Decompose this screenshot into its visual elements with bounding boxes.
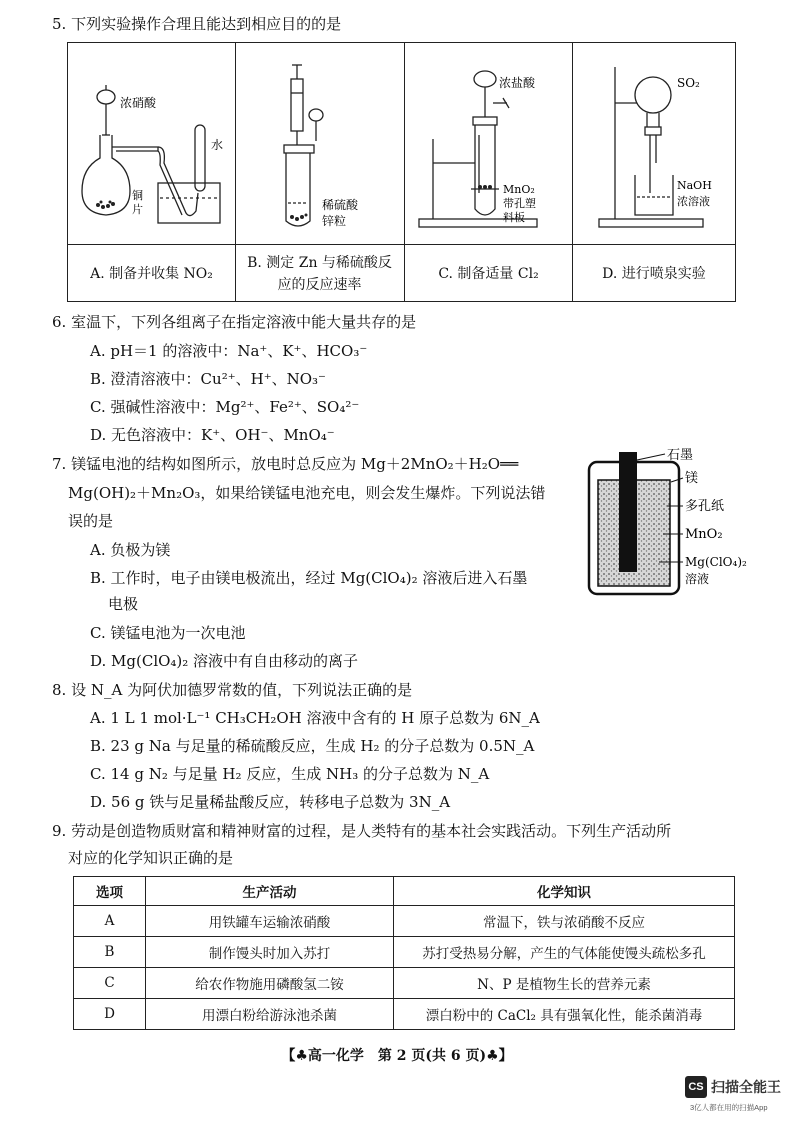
q6-option-c: C. 强碱性溶液中：Mg²⁺、Fe²⁺、SO₄²⁻ — [90, 398, 360, 416]
q8-stem: 8. 设 N_A 为阿伏加德罗常数的值，下列说法正确的是 — [52, 681, 413, 699]
b-zinc-label: 锌粒 — [322, 214, 347, 228]
q5-stem: 5. 下列实验操作合理且能达到相应目的的是 — [52, 15, 342, 33]
cell-option: C — [74, 968, 146, 999]
cell-knowledge: N、P 是植物生长的营养元素 — [394, 968, 735, 999]
q8-option-c: C. 14 g N₂ 与足量 H₂ 反应，生成 NH₃ 的分子总数为 N_A — [90, 765, 490, 783]
activity-table — [73, 876, 735, 1030]
cell-knowledge: 漂白粉中的 CaCl₂ 具有强氧化性，能杀菌消毒 — [394, 999, 735, 1030]
a-acid-label: 浓硝酸 — [120, 96, 157, 110]
a-copper-label-1: 铜 — [132, 189, 143, 202]
a-water-label: 水 — [211, 138, 224, 152]
q7-option-c: C. 镁锰电池为一次电池 — [90, 624, 246, 642]
q9-stem-line2: 对应的化学知识正确的是 — [68, 849, 234, 867]
q8-option-a: A. 1 L 1 mol·L⁻¹ CH₃CH₂OH 溶液中含有的 H 原子总数为 6N_A — [90, 709, 540, 727]
cell-activity: 用铁罐车运输浓硝酸 — [146, 906, 394, 937]
cell-option: D — [74, 999, 146, 1030]
cell-option: B — [74, 937, 146, 968]
q8-option-d: D. 56 g 铁与足量稀盐酸反应，转移电子总数为 3N_A — [90, 793, 451, 811]
table-row — [74, 968, 735, 999]
header-option: 选项 — [74, 877, 146, 906]
a-copper-label-2: 片 — [132, 203, 143, 216]
cell-option: A — [74, 906, 146, 937]
header-knowledge: 化学知识 — [394, 877, 735, 906]
cell-knowledge: 常温下，铁与浓硝酸不反应 — [394, 906, 735, 937]
cell-knowledge: 苏打受热易分解，产生的气体能使馒头疏松多孔 — [394, 937, 735, 968]
cell-activity: 给农作物施用磷酸氢二铵 — [146, 968, 394, 999]
diagram-b-syringe-apparatus — [236, 43, 403, 243]
battery-solution-label-2: 溶液 — [685, 572, 710, 586]
q6-option-a: A. pH＝1 的溶液中：Na⁺、K⁺、HCO₃⁻ — [90, 342, 368, 360]
q6-option-b: B. 澄清溶液中：Cu²⁺、H⁺、NO₃⁻ — [90, 370, 326, 388]
q7-stem-line2: Mg(OH)₂＋Mn₂O₃，如果给镁锰电池充电，则会发生爆炸。下列说法错 — [68, 484, 546, 502]
battery-diagram — [583, 448, 783, 598]
caption-b — [236, 248, 403, 300]
battery-mno2-label: MnO₂ — [685, 527, 723, 542]
battery-solution-label-1: Mg(ClO₄)₂ — [685, 555, 747, 569]
diagram-a-no2-apparatus — [68, 43, 235, 243]
c-mno2-label: MnO₂ — [503, 183, 535, 196]
q6-stem: 6. 室温下，下列各组离子在指定溶液中能大量共存的是 — [52, 313, 417, 331]
q7-stem-line1: 7. 镁锰电池的结构如图所示，放电时总反应为 Mg＋2MnO₂＋H₂O══ — [52, 455, 519, 473]
cell-activity: 制作馒头时加入苏打 — [146, 937, 394, 968]
table-row — [74, 999, 735, 1030]
cell-activity: 用漂白粉给游泳池杀菌 — [146, 999, 394, 1030]
c-plate-label-2: 料板 — [503, 211, 525, 224]
header-activity: 生产活动 — [146, 877, 394, 906]
c-hcl-label: 浓盐酸 — [499, 76, 536, 90]
diagram-d-fountain-apparatus — [573, 43, 735, 243]
diagram-c-chlorine-apparatus — [405, 43, 572, 243]
q7-option-d: D. Mg(ClO₄)₂ 溶液中有自由移动的离子 — [90, 652, 359, 670]
q9-stem-line1: 9. 劳动是创造物质财富和精神财富的过程，是人类特有的基本社会实践活动。下列生产活动所 — [52, 822, 672, 840]
battery-mg-label: 镁 — [685, 471, 699, 486]
battery-paper-label: 多孔纸 — [685, 499, 725, 514]
caption-b-line2: 应的反应速率 — [277, 277, 362, 293]
d-naoh-label-1: NaOH — [677, 179, 712, 192]
q7-stem-line3: 误的是 — [68, 512, 114, 530]
c-plate-label-1: 带孔塑 — [503, 197, 536, 210]
q8-option-b: B. 23 g Na 与足量的稀硫酸反应，生成 H₂ 的分子总数为 0.5N_A — [90, 737, 535, 755]
q7-option-b-line2: 电极 — [108, 595, 139, 613]
q7-option-b-line1: B. 工作时，电子由镁电极流出，经过 Mg(ClO₄)₂ 溶液后进入石墨 — [90, 569, 528, 587]
experiment-table — [67, 42, 736, 302]
page-footer: 【♣高一化学 第 2 页(共 6 页)♣】 — [281, 1048, 513, 1064]
q6-option-d: D. 无色溶液中：K⁺、OH⁻、MnO₄⁻ — [90, 426, 335, 444]
caption-c: C. 制备适量 Cl₂ — [438, 266, 539, 282]
caption-a: A. 制备并收集 NO₂ — [90, 266, 213, 282]
camscanner-tagline: 3亿人都在用的扫描App — [690, 1103, 768, 1112]
caption-d: D. 进行喷泉实验 — [602, 266, 706, 282]
camscanner-logo-icon: CS — [685, 1076, 707, 1098]
camscanner-name: 扫描全能王 — [711, 1079, 781, 1095]
d-gas-label: SO₂ — [677, 76, 700, 90]
table-row — [74, 906, 735, 937]
b-acid-label: 稀硫酸 — [322, 198, 359, 212]
d-naoh-label-2: 浓溶液 — [677, 195, 710, 208]
table-row — [74, 937, 735, 968]
q7-option-a: A. 负极为镁 — [90, 541, 171, 559]
table-header-row — [74, 877, 735, 906]
battery-graphite-label: 石墨 — [667, 448, 694, 463]
caption-b-line1: B. 测定 Zn 与稀硫酸反 — [247, 255, 392, 271]
